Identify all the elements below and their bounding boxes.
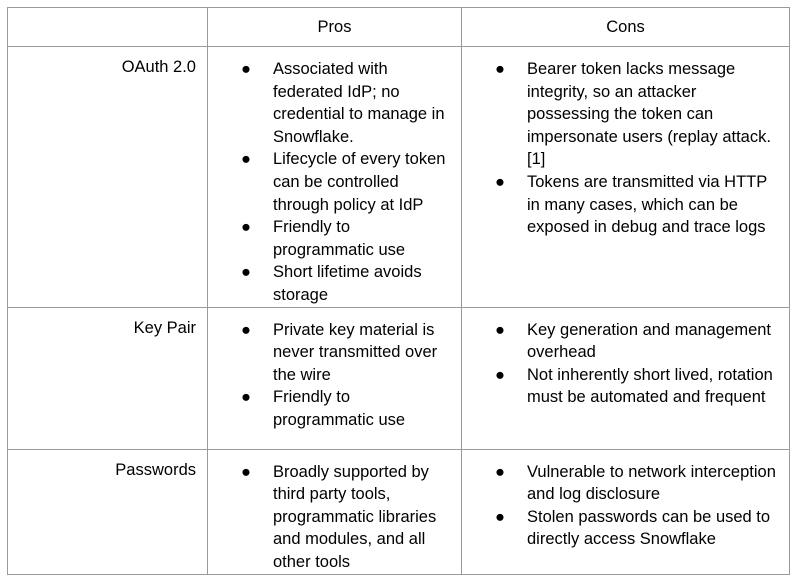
row-label: OAuth 2.0 bbox=[8, 47, 208, 308]
table-row bbox=[8, 307, 790, 449]
bullet-icon: ● bbox=[495, 365, 505, 384]
bullet-icon: ● bbox=[241, 218, 251, 237]
list-item: ● Bearer token lacks message integrity, so an attacker possessing the token can impersonate users (replay attack. [1] bbox=[495, 60, 771, 169]
pros-list bbox=[208, 308, 461, 432]
cons-list bbox=[462, 308, 789, 409]
bullet-icon: ● bbox=[495, 172, 505, 191]
bullet-icon: ● bbox=[495, 60, 505, 78]
pros-list bbox=[208, 47, 461, 307]
list-item: ● Friendly to programmatic use bbox=[241, 388, 406, 429]
bullet-icon: ● bbox=[241, 462, 251, 481]
list-item: ● Private key material is never transmitted over the wire bbox=[241, 320, 438, 384]
bullet-icon: ● bbox=[495, 462, 505, 481]
row-label: Key Pair bbox=[8, 307, 208, 449]
pros-list bbox=[208, 450, 461, 574]
pros-cell bbox=[208, 307, 462, 449]
comparison-table bbox=[7, 7, 790, 575]
list-item: ● Key generation and management overhead bbox=[495, 320, 772, 362]
bullet-icon: ● bbox=[495, 320, 505, 339]
list-item: ● Friendly to programmatic use bbox=[241, 218, 406, 259]
cons-list bbox=[462, 47, 789, 239]
table-row bbox=[8, 47, 790, 308]
list-item: ● Associated with federated IdP; no credential to manage in Snowflake. bbox=[241, 60, 445, 146]
list-item: ● Stolen passwords can be used to directly access Snowflake bbox=[495, 507, 771, 549]
header-pros: Pros bbox=[208, 8, 462, 47]
pros-cell bbox=[208, 449, 462, 574]
header-cons: Cons bbox=[462, 8, 790, 47]
list-item: ● Not inherently short lived, rotation must be automated and frequent bbox=[495, 365, 773, 407]
header-row bbox=[8, 8, 790, 47]
bullet-icon: ● bbox=[495, 507, 505, 526]
bullet-icon: ● bbox=[241, 150, 251, 169]
table-row bbox=[8, 449, 790, 574]
cons-cell bbox=[462, 307, 790, 449]
list-item: ● Tokens are transmitted via HTTP in many cases, which can be exposed in debug and trace logs bbox=[495, 172, 767, 237]
list-item: ● Broadly supported by third party tools, programmatic libraries and modules, and all other tools bbox=[241, 462, 437, 571]
bullet-icon: ● bbox=[241, 263, 251, 282]
bullet-icon: ● bbox=[241, 320, 251, 339]
cons-list bbox=[462, 450, 789, 551]
list-item: ● Vulnerable to network interception and log disclosure bbox=[495, 462, 776, 504]
list-item: ● Short lifetime avoids storage bbox=[241, 263, 422, 304]
cons-cell bbox=[462, 47, 790, 308]
bullet-icon: ● bbox=[241, 388, 251, 407]
header-empty-cell bbox=[8, 8, 208, 47]
bullet-icon: ● bbox=[241, 60, 251, 78]
row-label: Passwords bbox=[8, 449, 208, 574]
cons-cell bbox=[462, 449, 790, 574]
list-item: ● Lifecycle of every token can be controlled through policy at IdP bbox=[241, 150, 446, 214]
pros-cell bbox=[208, 47, 462, 308]
